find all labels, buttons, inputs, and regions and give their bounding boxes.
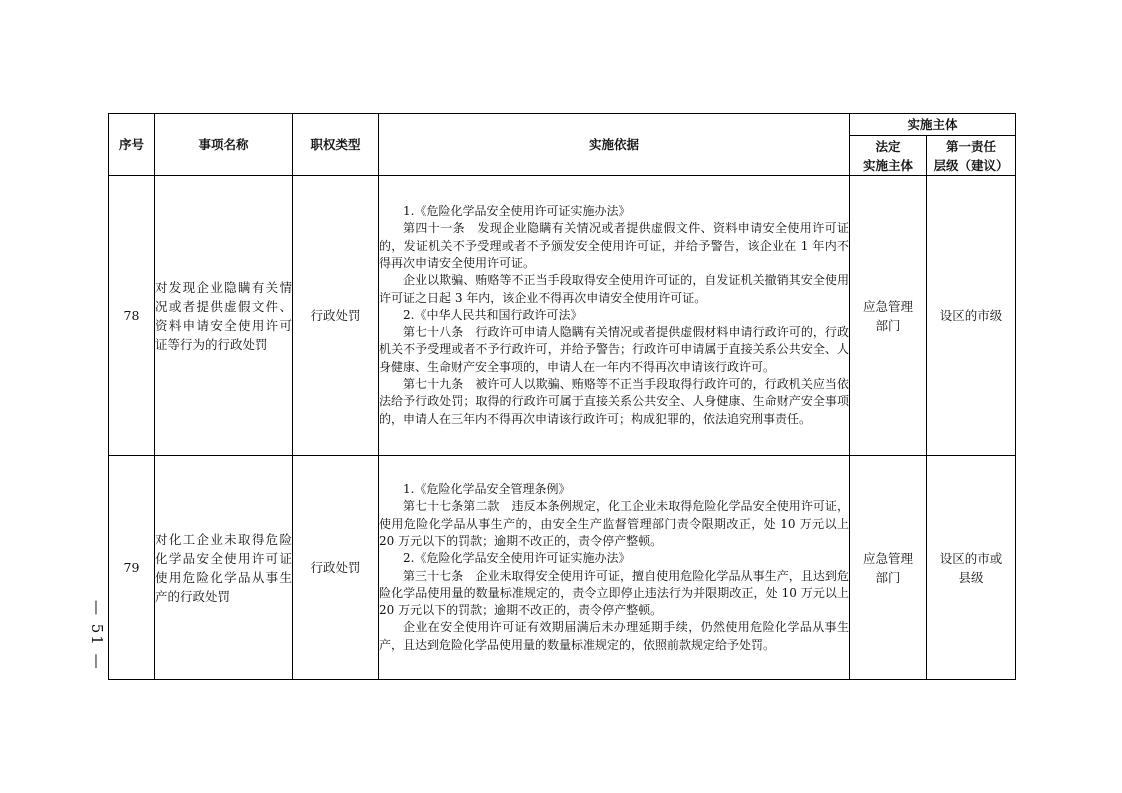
header-subject: 实施主体 <box>850 114 1016 136</box>
basis-paragraph: 1.《危险化学品安全管理条例》 <box>403 482 571 497</box>
header-legal-subject: 法定 实施主体 <box>850 136 927 176</box>
basis-paragraph: 企业以欺骗、贿赂等不正当手段取得安全使用许可证的，自发证机关撤销其安全使用许可证之日起 3 年内，该企业不得再次申请安全使用许可证。 <box>379 273 849 305</box>
row-name: 对发现企业隐瞒有关情况或者提供虚假文件、资料申请安全使用许可证等行为的行政处罚 <box>155 176 293 456</box>
basis-paragraph: 1.《危险化学品安全使用许可证实施办法》 <box>403 204 631 219</box>
basis-paragraph: 第四十一条 发现企业隐瞒有关情况或者提供虚假文件、资料申请安全使用许可证的，发证机关不予受理或者不予颁发安全使用许可证，并给予警告，该企业在 1 年内不得再次申请安全使用许可证。 <box>379 221 849 270</box>
header-name: 事项名称 <box>155 114 293 176</box>
row-first-level: 设区的市级 <box>927 176 1016 456</box>
header-basis: 实施依据 <box>379 114 850 176</box>
row-seq: 78 <box>109 176 155 456</box>
basis-paragraph: 第七十八条 行政许可申请人隐瞒有关情况或者提供虚假材料申请行政许可的，行政机关不予受理或者不予行政许可，并给予警告；行政许可申请属于直接关系公共安全、人身健康、生命财产安全事项的，申请人在一年内不得再次申请该行政许可。 <box>379 325 849 374</box>
header-type: 职权类型 <box>293 114 379 176</box>
row-first-level: 设区的市或 县级 <box>927 456 1016 680</box>
authority-table <box>108 113 1016 680</box>
row-name: 对化工企业未取得危险化学品安全使用许可证使用危险化学品从事生产的行政处罚 <box>155 456 293 680</box>
basis-paragraph: 第七十七条第二款 违反本条例规定，化工企业未取得危险化学品安全使用许可证，使用危险化学品从事生产的，由安全生产监督管理部门责令限期改正，处 10 万元以上 20 万元以下的罚款；逾期不改正的，责令停产整顿。 <box>379 499 849 548</box>
row-type: 行政处罚 <box>293 456 379 680</box>
basis-paragraph: 第七十九条 被许可人以欺骗、贿赂等不正当手段取得行政许可的，行政机关应当依法给予行政处罚；取得的行政许可属于直接关系公共安全、人身健康、生命财产安全事项的，申请人在三年内不得再次申请该行政许可；构成犯罪的，依法追究刑事责任。 <box>379 377 849 426</box>
basis-paragraph: 2.《中华人民共和国行政许可法》 <box>403 307 583 322</box>
table-header <box>109 114 1016 176</box>
header-seq: 序号 <box>109 114 155 176</box>
page-number: — 51 — <box>88 599 106 671</box>
row-basis <box>379 456 850 680</box>
basis-paragraph: 2.《危险化学品安全使用许可证实施办法》 <box>403 551 631 566</box>
table-row <box>109 176 1016 456</box>
row-legal-subject: 应急管理 部门 <box>850 176 927 456</box>
basis-paragraph: 第三十七条 企业未取得安全使用许可证，擅自使用危险化学品从事生产，且达到危险化学品使用量的数量标准规定的，责令立即停止违法行为并限期改正，处 10 万元以上 20 万元以下的罚款；逾期不改正的，责令停产整顿。 <box>379 568 849 618</box>
basis-paragraph: 企业在安全使用许可证有效期届满后未办理延期手续，仍然使用危险化学品从事生产，且达到危险化学品使用量的数量标准规定的，依照前款规定给予处罚。 <box>379 620 849 652</box>
row-legal-subject: 应急管理 部门 <box>850 456 927 680</box>
header-first-level: 第一责任 层级（建议） <box>927 136 1016 176</box>
table-row <box>109 456 1016 680</box>
row-basis <box>379 176 850 456</box>
row-seq: 79 <box>109 456 155 680</box>
row-type: 行政处罚 <box>293 176 379 456</box>
